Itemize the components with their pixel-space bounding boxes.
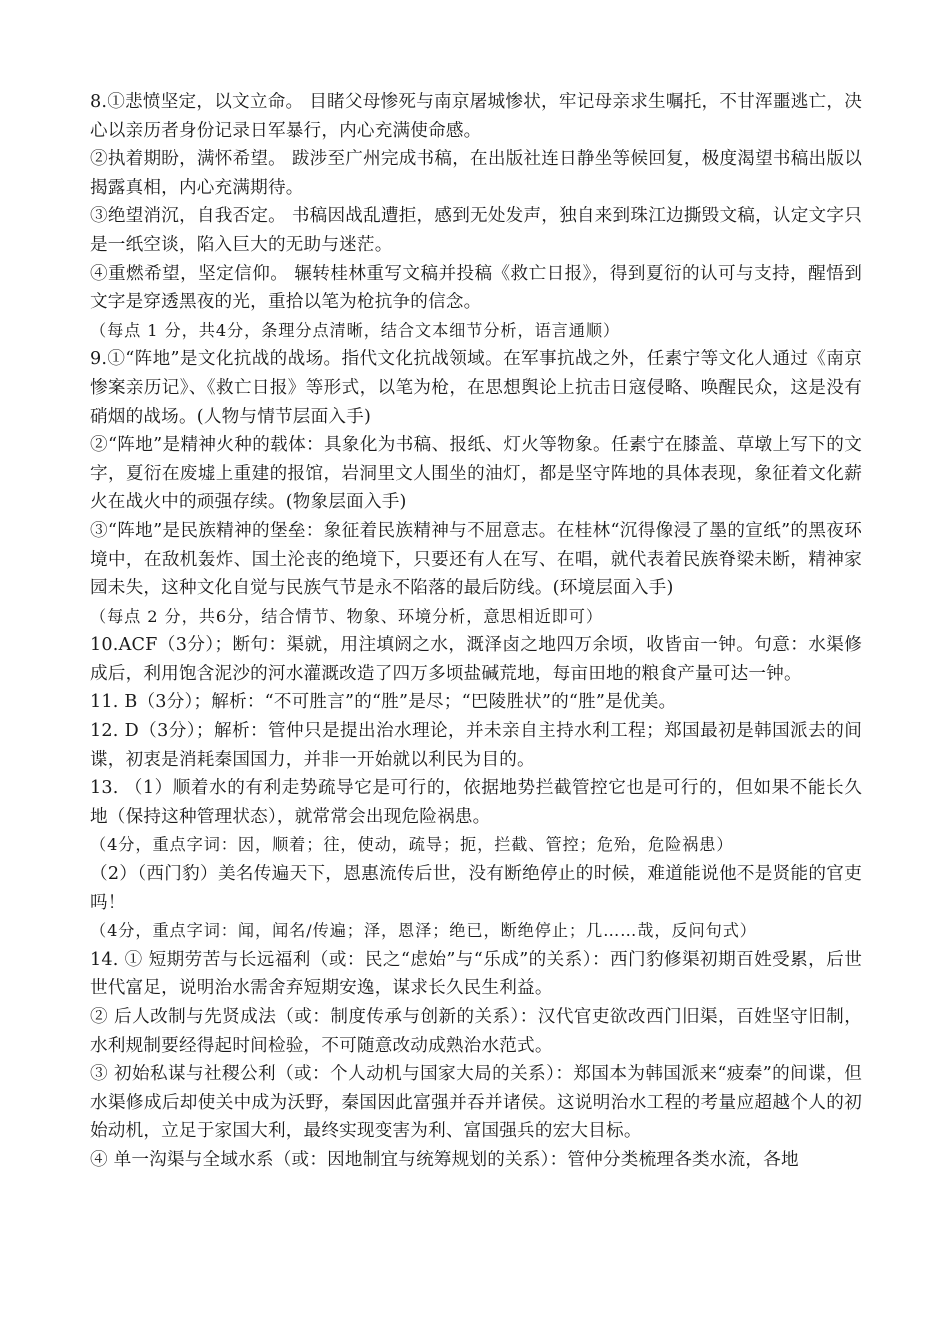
answer-13-part-2-note: （4分，重点字词：闻，闻名/传遍；泽，恩泽；绝已，断绝停止；几……哉，反问句式） (90, 921, 757, 941)
answer-8-point-2: ②执着期盼，满怀希望。 跋涉至广州完成书稿，在出版社连日静坐等候回复，极度渴望书稿出版以揭露真相，内心充满期待。 (90, 149, 862, 198)
answer-14-point-4: ④ 单一沟渠与全域水系（或：因地制宜与统筹规划的关系）：管仲分类梳理各类水流，各地 (90, 1149, 799, 1170)
document-page (90, 88, 862, 1175)
answer-10: 10.ACF（3分）；断句：渠就，用注填阏之水，溉泽卤之地四万余顷，收皆亩一钟。句意：水渠修成后，利用饱含泥沙的河水灌溉改造了四万多顷盐碱荒地，每亩田地的粮食产量可达一钟。 (90, 635, 862, 684)
answer-13-part-1-note: （4分，重点字词：因，顺着；往，使动，疏导；扼，拦截、管控；危殆，危险祸患） (90, 835, 734, 855)
answer-9-point-2: ②“阵地”是精神火种的载体：具象化为书稿、报纸、灯火等物象。任素宁在膝盖、草墩上写下的文字，夏衍在废墟上重建的报馆，岩洞里文人围坐的油灯，都是坚守阵地的具体表现，象征着文化薪火在战火中的顽强存续。(物象层面入手) (90, 435, 862, 513)
answer-14-point-3: ③ 初始私谋与社稷公利（或：个人动机与国家大局的关系）：郑国本为韩国派来“疲秦”的间谍，但水渠修成后却使关中成为沃野，秦国因此富强并吞并诸侯。这说明治水工程的考量应超越个人的初始动机，立足于家国大利，最终实现变害为利、富国强兵的宏大目标。 (90, 1064, 862, 1142)
answer-8-point-4: ④重燃希望，坚定信仰。 辗转桂林重写文稿并投稿《救亡日报》，得到夏衍的认可与支持，醒悟到文字是穿透黑夜的光，重拾以笔为枪抗争的信念。 (90, 263, 862, 313)
answer-14-point-1: 14. ① 短期劳苦与长远福利（或：民之“虑始”与“乐成”的关系）：西门豹修渠初期百姓受累，后世世代富足，说明治水需舍弃短期安逸，谋求长久民生利益。 (90, 949, 862, 999)
answer-12: 12. D（3分）；解析：管仲只是提出治水理论，并未亲自主持水利工程；郑国最初是韩国派去的间谍，初衷是消耗秦国国力，并非一开始就以利民为目的。 (90, 721, 862, 770)
answer-13-part-1: 13. （1）顺着水的有利走势疏导它是可行的，依据地势拦截管控它也是可行的，但如果不能长久地（保持这种管理状态），就常常会出现危险祸患。 (90, 778, 862, 827)
answer-9-point-3: ③“阵地”是民族精神的堡垒：象征着民族精神与不屈意志。在桂林“沉得像浸了墨的宣纸”的黑夜环境中，在敌机轰炸、国土沦丧的绝境下，只要还有人在写、在唱，就代表着民族脊梁未断，精神家园未失，这种文化自觉与民族气节是永不陷落的最后防线。(环境层面入手) (90, 520, 862, 599)
answer-13-part-2: （2）（西门豹）美名传遍天下，恩惠流传后世，没有断绝停止的时候，难道能说他不是贤能的官吏吗！ (90, 864, 862, 913)
answer-14-point-2: ② 后人改制与先贤成法（或：制度传承与创新的关系）：汉代官吏欲改西门旧渠，百姓坚守旧制，水利规制要经得起时间检验，不可随意改动成熟治水范式。 (90, 1007, 862, 1056)
answer-9-point-1: 9.①“阵地”是文化抗战的战场。指代文化抗战领域。在军事抗战之外，任素宁等文化人通过《南京惨案亲历记》、《救亡日报》等形式，以笔为枪，在思想舆论上抗击日寇侵略、唤醒民众，这是没有硝烟的战场。(人物与情节层面入手) (90, 349, 862, 427)
answer-9-scoring-note: （每点 2 分，共6分，结合情节、物象、环境分析，意思相近即可） (90, 606, 603, 626)
answer-11: 11. B（3分）；解析：“不可胜言”的“胜”是尽；“巴陵胜状”的“胜”是优美。 (90, 692, 677, 713)
answer-8-point-3: ③绝望消沉，自我否定。 书稿因战乱遭拒，感到无处发声，独自来到珠江边撕毁文稿，认定文字只是一纸空谈，陷入巨大的无助与迷茫。 (90, 206, 862, 255)
answer-8-point-1: 8.①悲愤坚定，以文立命。 目睹父母惨死与南京屠城惨状，牢记母亲求生嘱托，不甘浑噩逃亡，决心以亲历者身份记录日军暴行，内心充满使命感。 (90, 92, 862, 141)
answer-8-scoring-note: （每点 1 分，共4分，条理分点清晰，结合文本细节分析，语言通顺） (90, 320, 621, 340)
